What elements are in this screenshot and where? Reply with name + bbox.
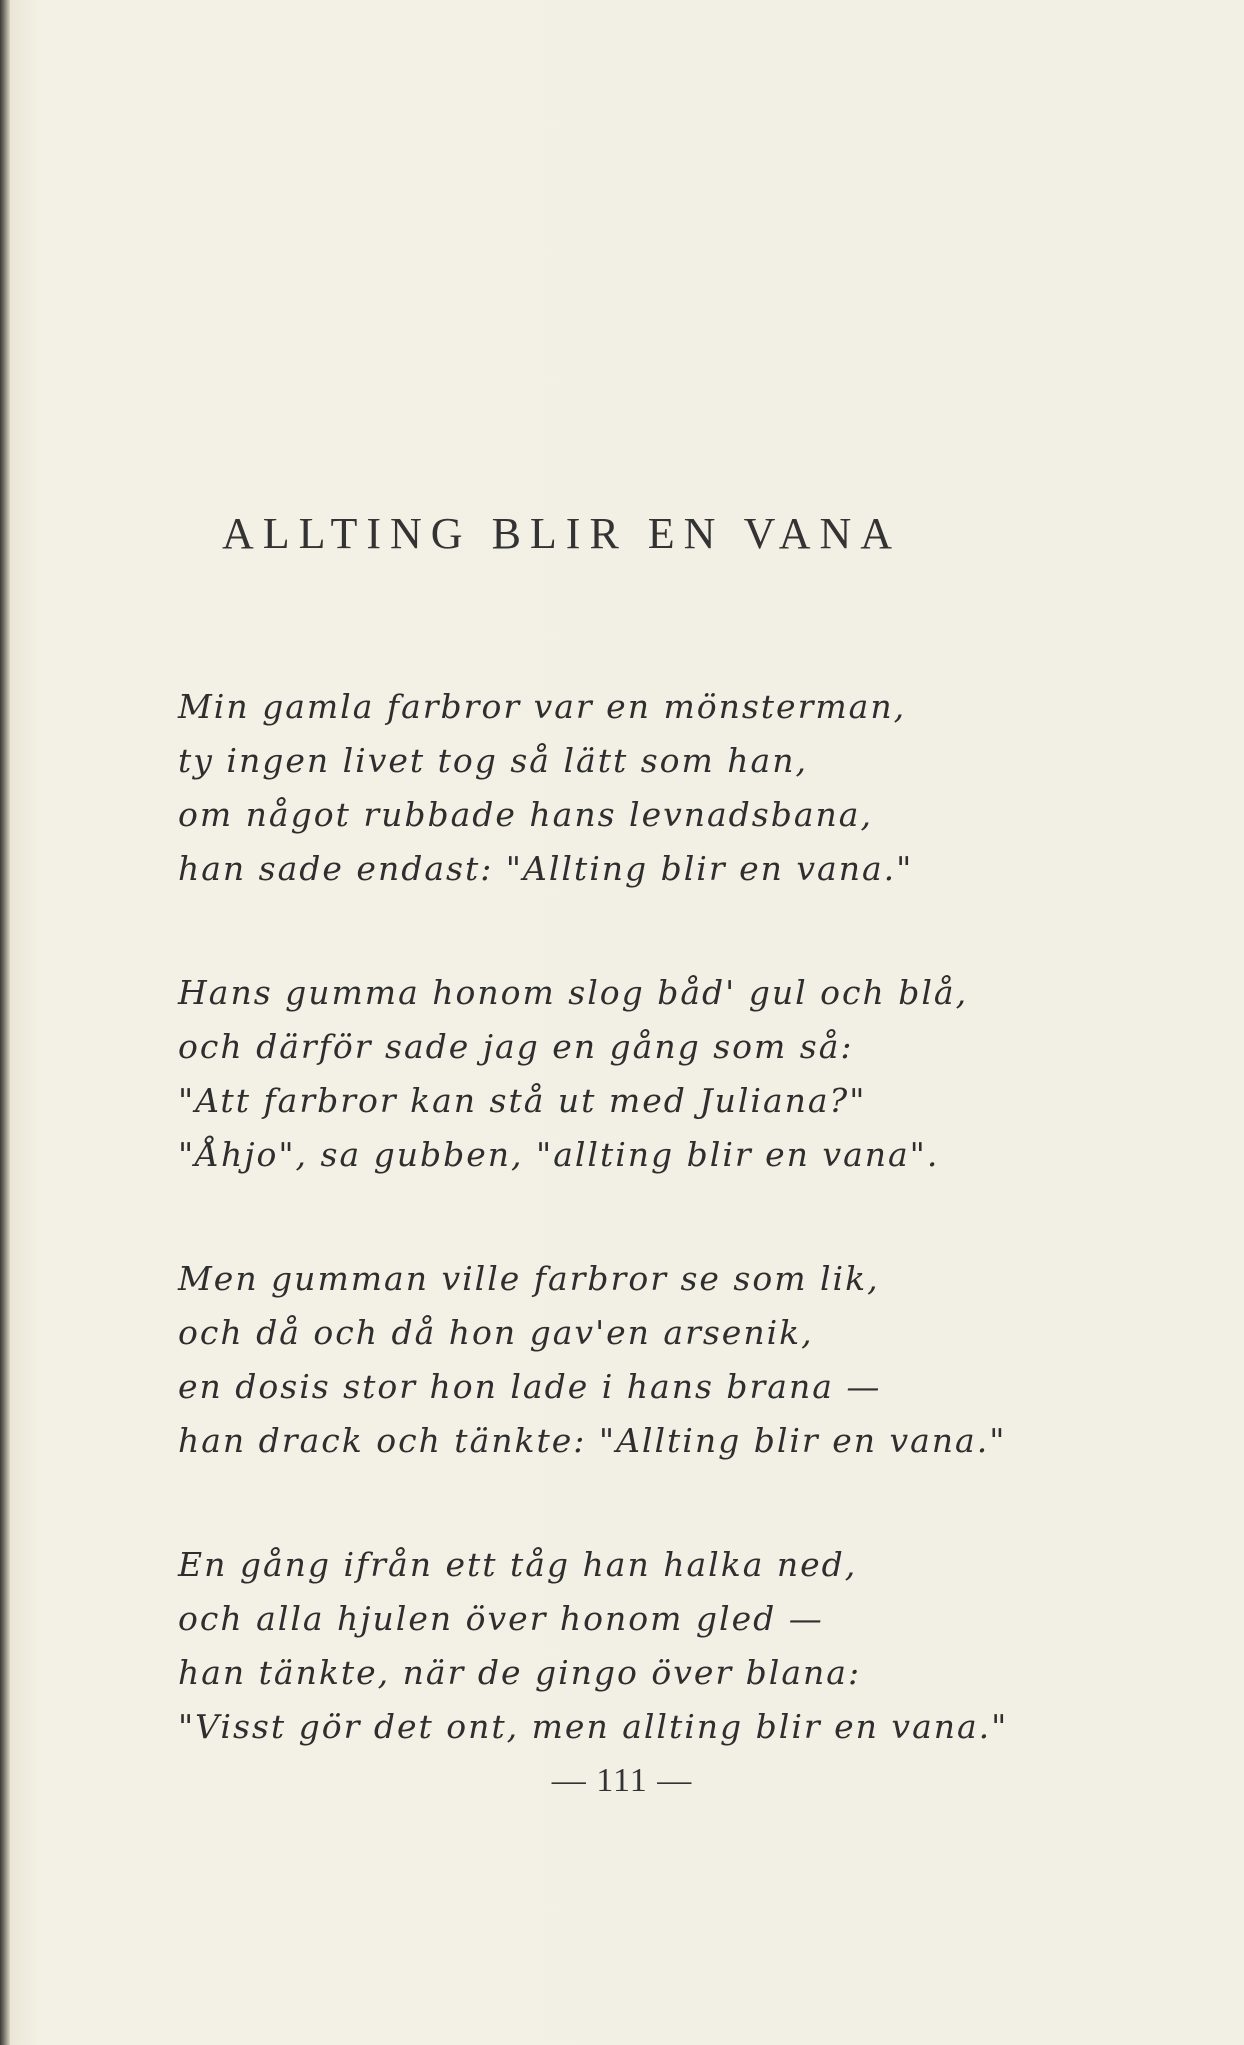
poem-line: "Visst gör det ont, men allting blir en vana." (178, 1707, 1009, 1746)
book-spine-shadow (0, 0, 10, 2045)
stanza-4 (178, 1538, 1058, 1754)
poem-line: Men gumman ville farbror se som lik, (178, 1259, 880, 1298)
poem-line: och alla hjulen över honom gled — (178, 1599, 824, 1638)
poem-line: en dosis stor hon lade i hans brana — (178, 1367, 882, 1406)
poem-line: han sade endast: "Allting blir en vana." (178, 849, 914, 888)
poem-line: "Att farbror kan stå ut med Juliana?" (178, 1081, 867, 1120)
poem-line: Hans gumma honom slog båd' gul och blå, (178, 973, 969, 1012)
poem-line: Min gamla farbror var en mönsterman, (178, 687, 907, 726)
poem-line: och därför sade jag en gång som så: (178, 1027, 854, 1066)
poem-line: han drack och tänkte: "Allting blir en vana." (178, 1421, 1007, 1460)
poem-line: "Åhjo", sa gubben, "allting blir en vana". (178, 1135, 940, 1174)
poem-line: ty ingen livet tog så lätt som han, (178, 741, 808, 780)
poem-line: En gång ifrån ett tåg han halka ned, (178, 1545, 858, 1584)
poem-line: om något rubbade hans levnadsbana, (178, 795, 873, 834)
poem-line: han tänkte, när de gingo över blana: (178, 1653, 862, 1692)
page-number: — 111 — (551, 1762, 693, 1799)
stanza-2 (178, 966, 1058, 1182)
stanza-3 (178, 1252, 1058, 1468)
stanza-1 (178, 680, 1058, 896)
poem-title: ALLTING BLIR EN VANA (222, 509, 902, 558)
poem-body (178, 680, 1058, 1824)
poem-line: och då och då hon gav'en arsenik, (178, 1313, 814, 1352)
